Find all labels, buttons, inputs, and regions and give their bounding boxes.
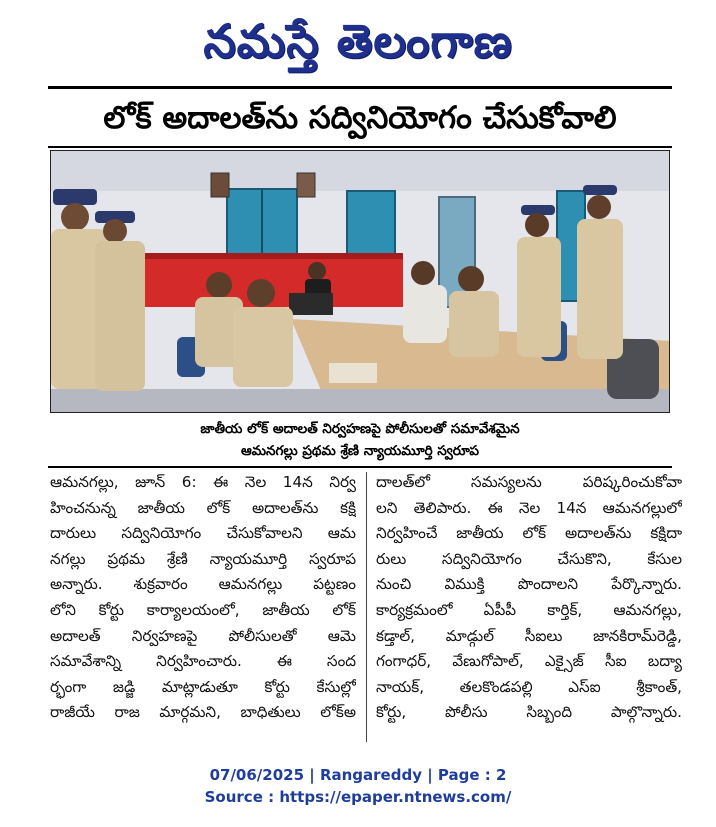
article-line: రులు సద్వినియోగం చేసుకొని, కేసుల <box>376 549 682 568</box>
article-line: లోని కోర్టు కార్యాలయంలో, జాతీయ లోక్ <box>50 600 356 619</box>
source-link[interactable]: Source : https://epaper.ntnews.com/ <box>204 788 512 806</box>
article-line: అదాలత్ నిర్వహణపై పోలీసులతో ఆమె <box>50 626 356 645</box>
article-column-left <box>50 470 356 726</box>
caption-line-1: జాతీయ లోక్ అదాలత్ నిర్వహణపై పోలీసులతో సమావేశమైన <box>200 421 520 437</box>
article-line: నుంచి విముక్తి పొందాలని పేర్కొన్నారు. <box>376 575 682 594</box>
courtroom-photo-image <box>51 151 670 413</box>
article-line: కడ్తాల్, మాడ్గుల్ సీఐలు జానకిరామ్‌రెడ్డి, <box>376 626 682 645</box>
article-line: దారులు సద్వినియోగం చేసుకోవాలని ఆమ <box>50 524 356 543</box>
column-divider <box>366 472 367 742</box>
article-headline: లోక్ అదాలత్‌ను సద్వినియోగం చేసుకోవాలి <box>103 100 617 136</box>
article-line: రాజీయే రాజ మార్గమని, బాధితులు లోక్‌అ <box>50 703 356 722</box>
masthead-divider <box>48 86 672 89</box>
article-line: ఆమనగల్లు, జూన్ 6: ఈ నెల 14న నిర్వ <box>50 473 356 491</box>
article-line: దాలత్‌లో సమస్యలను పరిష్కరించుకోవా <box>376 473 682 491</box>
article-line: లని తెలిపారు. ఈ నెల 14న ఆమనగల్లులో <box>376 498 682 517</box>
article-column-right <box>376 470 682 726</box>
article-line: నిర్వహించే జాతీయ లోక్ అదాలత్‌ను కక్షిదా <box>376 524 682 543</box>
photo-caption <box>48 418 672 462</box>
article-line: ర్భంగా జడ్జి మాట్లాడుతూ కోర్టు కేసుల్లో <box>50 677 356 696</box>
article-photo <box>50 150 670 413</box>
article-line: కోర్టు, పోలీసు సిబ్బంది పాల్గొన్నారు. <box>376 703 682 722</box>
article-line: అన్నారు. శుక్రవారం ఆమనగల్లు పట్టణం <box>50 575 356 594</box>
article-line: హించనున్న జాతీయ లోక్ అదాలత్‌ను కక్షి <box>50 498 356 517</box>
article-line: సమావేశాన్ని నిర్వహించారు. ఈ సంద <box>50 652 356 671</box>
article-line: నాయక్, తలకొండపల్లి ఎస్ఐ శ్రీకాంత్, <box>376 677 682 696</box>
headline-divider <box>48 146 672 148</box>
article-line: కార్యక్రమంలో ఏపీపీ కార్తిక్, ఆమనగల్లు, <box>376 600 682 619</box>
caption-divider <box>48 466 672 468</box>
newspaper-masthead: నమస్తే తెలంగాణ <box>203 14 513 68</box>
article-line: గంగాధర్, వేణుగోపాల్, ఎక్సైజ్ సీఐ బద్యా <box>376 652 682 671</box>
edition-info: 07/06/2025 | Rangareddy | Page : 2 <box>209 766 507 784</box>
page-footer <box>0 764 716 808</box>
caption-line-2: ఆమనగల్లు ప్రథమ శ్రేణి న్యాయమూర్తి స్వరూప <box>240 443 480 459</box>
article-line: నగల్లు ప్రథమ శ్రేణి న్యాయమూర్తి స్వరూప <box>50 549 356 568</box>
